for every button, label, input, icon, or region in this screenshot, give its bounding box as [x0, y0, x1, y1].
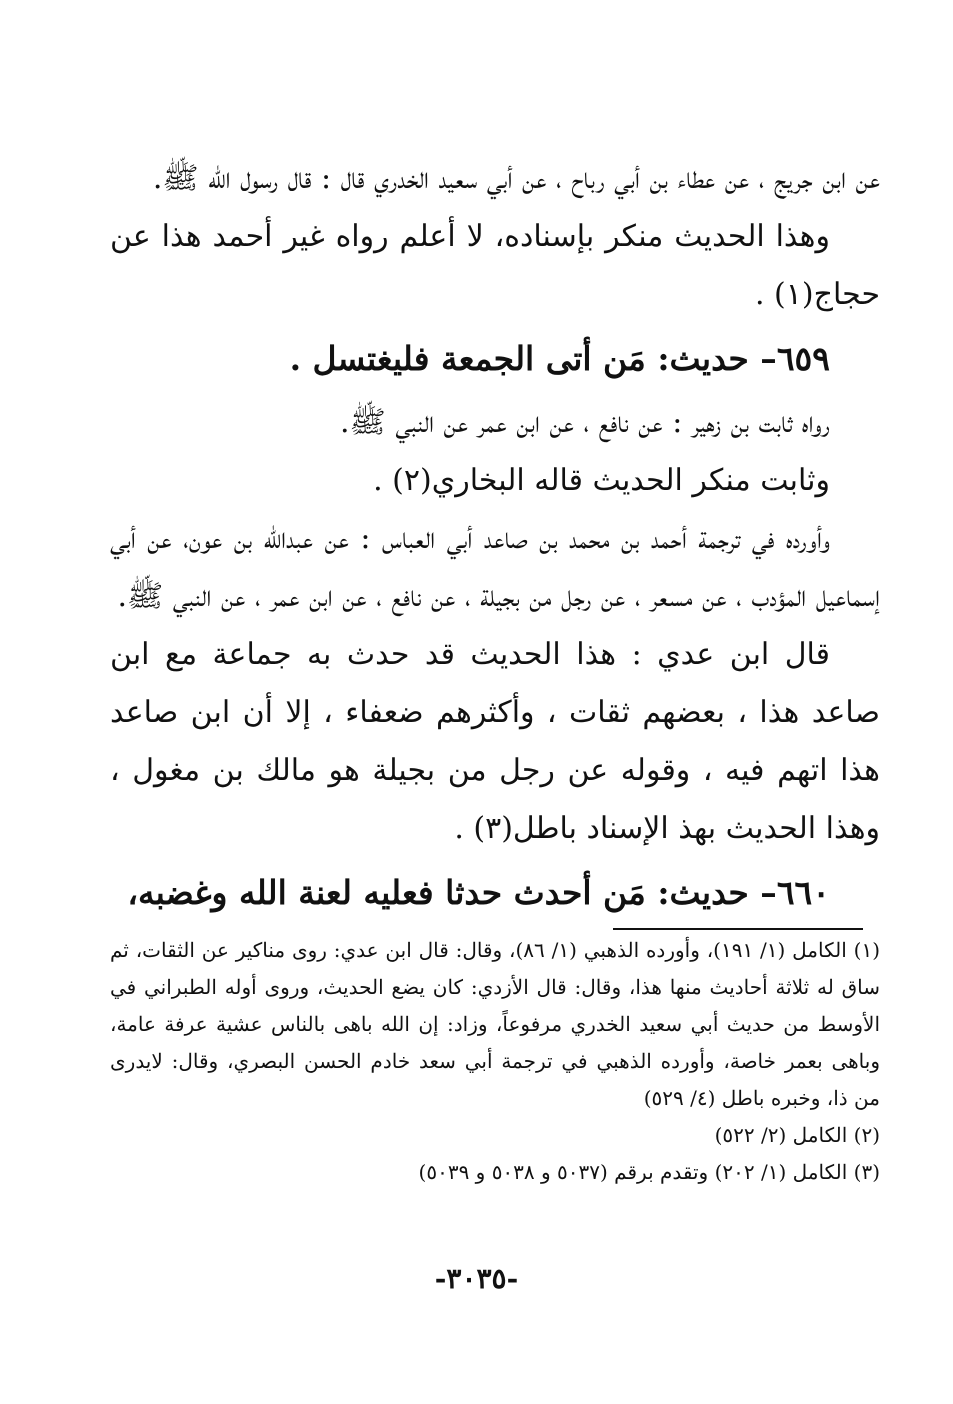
hadith-heading-660: ٦٦٠– حديث: مَن أحدث حدثا فعليه لعنة الله وغضبه،: [127, 873, 830, 912]
main-text: [110, 150, 880, 928]
paragraph-4: وثابت منكر الحديث قاله البخاري(٢) .: [373, 463, 830, 498]
hadith-heading-659: ٦٥٩– حديث: مَن أتى الجمعة فليغتسل .: [289, 339, 830, 378]
footnote-2: (٢) الكامل (٢/ ٥٢٢): [714, 1123, 880, 1147]
paragraph-6: قال ابن عدي : هذا الحديث قد حدث به جماعة مع ابن صاعد هذا ، بعضهم ثقات ، وأكثرهم ضعفاء ، إلا أن ابن صاعد هذا اتهم فيه ، وقوله عن رجل من بجيلة هو مالك بن مغول ، وهذا الحديث بهذ الإسناد باطل(٣) .: [110, 637, 880, 846]
paragraph-2: وهذا الحديث منكر بإسناده، لا أعلم رواه غير أحمد هذا عن حجاج(١) .: [110, 219, 880, 312]
footnotes: [110, 932, 880, 1191]
footnote-3: (٣) الكامل (١/ ٢٠٢) وتقدم برقم (٥٠٣٧ و ٥٠٣٨ و ٥٠٣٩): [418, 1160, 880, 1184]
footnote-divider: [613, 928, 863, 930]
paragraph-3: رواه ثابت بن زهير : عن نافع ، عن ابن عمر عن النبي ﷺ.: [340, 405, 830, 440]
paragraph-5: وأورده في ترجمة أحمد بن محمد بن صاعد أبي العباس : عن عبدالله بن عون، عن أبي إسماعيل المؤدب ، عن مسعر ، عن رجل من بجيلة ، عن نافع ، عن ابن عمر ، عن النبي ﷺ.: [110, 521, 880, 614]
footnote-1: (١) الكامل (١/ ١٩١)، وأورده الذهبي (١/ ٨٦)، وقال: قال ابن عدي: روى مناكير عن الثقات، ثم ساق له ثلاثة أحاديث منها هذا، وقال: قال الأزدي: كان يضع الحديث، وروى أوله الطبراني في الأوسط من حديث أبي سعيد الخدري مرفوعاً، وزاد: إن الله باهى بالناس عشية عرفة عامة، وباهى بعمر خاصة، وأورده الذهبي في ترجمة أبي سعد خادم الحسن البصري، وقال: لايدرى من ذا، وخبره باطل (٤/ ٥٢٩): [110, 938, 881, 1110]
page-number: -٣٠٣٥-: [434, 1262, 519, 1295]
paragraph-1: عن ابن جريج ، عن عطاء بن أبي رباح ، عن أبي سعيد الخدري قال : قال رسول الله ﷺ.: [152, 161, 880, 196]
